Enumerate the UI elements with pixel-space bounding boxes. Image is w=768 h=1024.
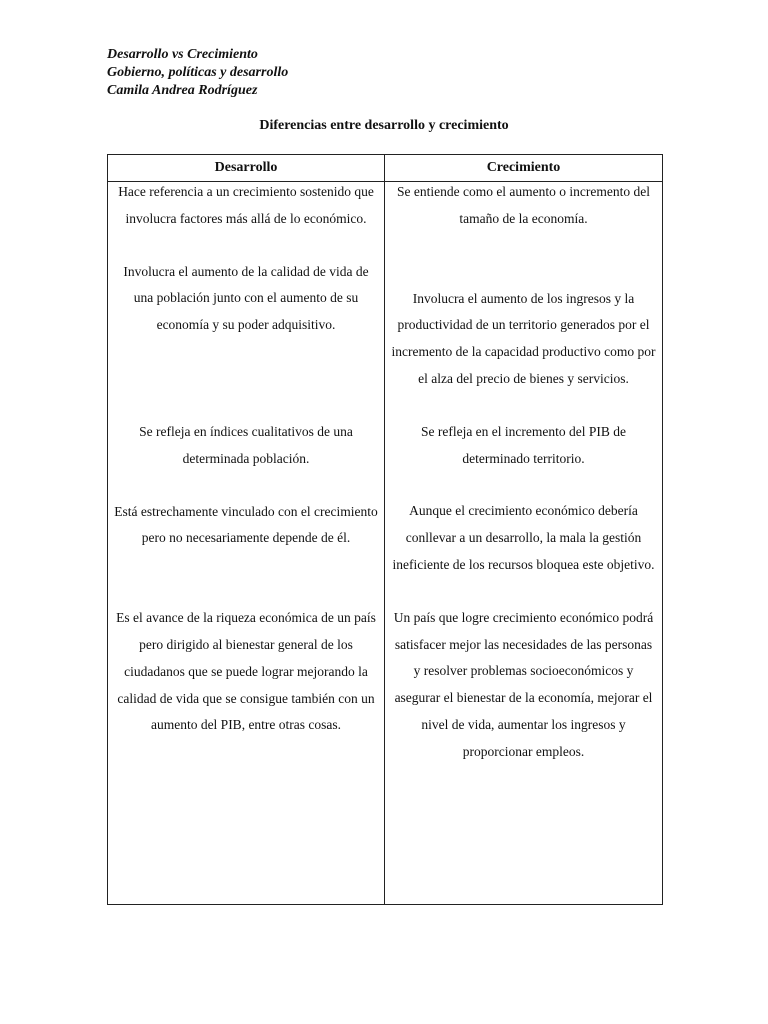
desarrollo-entry-2: Involucra el aumento de la calidad de vida de una población junto con el aumento de su economía y su poder adquisitivo. xyxy=(123,263,369,333)
comparison-table xyxy=(107,154,663,905)
desarrollo-entry-4: Está estrechamente vinculado con el crecimiento pero no necesariamente depende de él. xyxy=(114,503,378,546)
header-line-topic: Desarrollo vs Crecimiento xyxy=(107,47,258,62)
table-row xyxy=(108,182,663,905)
column-header-crecimiento: Crecimiento xyxy=(385,155,663,182)
crecimiento-entry-3: Se refleja en el incremento del PIB de determinado territorio. xyxy=(420,423,627,466)
document-title: Diferencias entre desarrollo y crecimiento xyxy=(259,118,509,133)
desarrollo-entry-5: Es el avance de la riqueza económica de un país pero dirigido al bienestar general de los ciudadanos que se puede lograr mejorando la calidad de vida que se consigue también con un aumento del PIB, entre otras cosas. xyxy=(116,610,376,733)
crecimiento-entry-5: Un país que logre crecimiento económico podrá satisfacer mejor las necesidades de las personas y resolver problemas socioeconómicos y asegurar el bienestar de la economía, mejorar el nivel de vida, aumentar los ingresos y proporcionar empleos. xyxy=(393,609,654,759)
crecimiento-entry-2: Involucra el aumento de los ingresos y la productividad de un territorio generados por el incremento de la capacidad productivo como por el alza del precio de bienes y servicios. xyxy=(391,290,656,386)
desarrollo-cell xyxy=(108,182,385,905)
crecimiento-entry-4: Aunque el crecimiento económico debería conllevar a un desarrollo, la mala la gestión ineficiente de los recursos bloquea este objetivo. xyxy=(392,503,655,572)
header-line-course: Gobierno, políticas y desarrollo xyxy=(107,65,289,80)
document-header xyxy=(107,46,288,100)
desarrollo-entry-3: Se refleja en índices cualitativos de una determinada población. xyxy=(139,423,353,466)
table-header-row xyxy=(108,155,663,182)
header-line-author: Camila Andrea Rodríguez xyxy=(107,83,258,98)
column-header-desarrollo: Desarrollo xyxy=(108,155,385,182)
crecimiento-entry-1: Se entiende como el aumento o incremento del tamaño de la economía. xyxy=(396,184,651,226)
crecimiento-cell xyxy=(385,182,663,905)
desarrollo-entry-1: Hace referencia a un crecimiento sostenido que involucra factores más allá de lo económico. xyxy=(118,184,374,226)
